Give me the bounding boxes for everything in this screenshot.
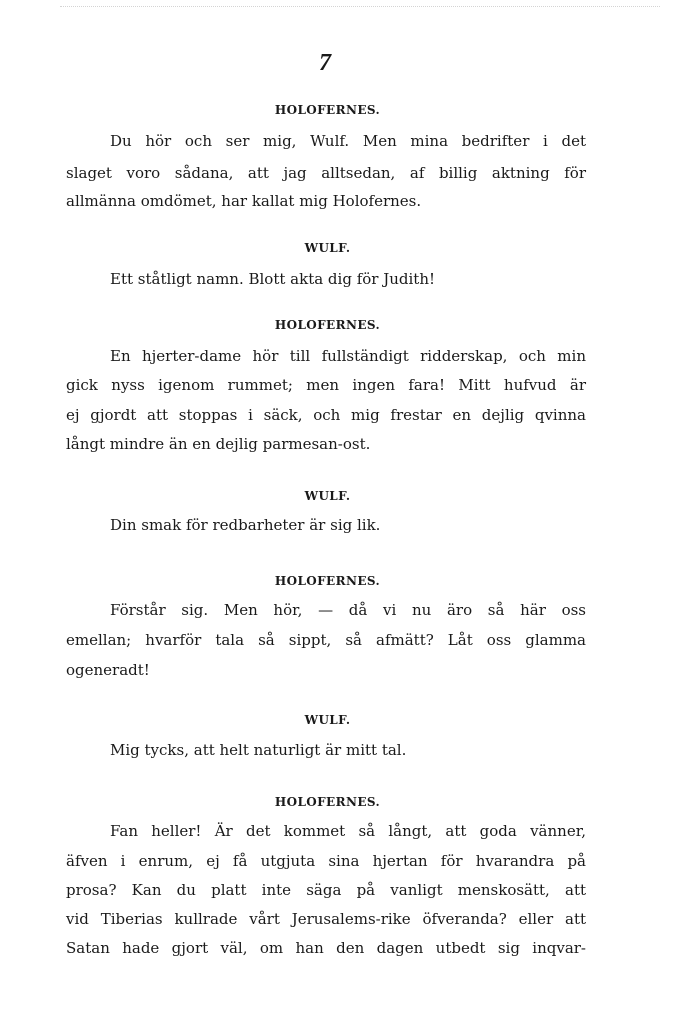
text-line: Du hör och ser mig, Wulf. Men mina bedrifter i det: [110, 132, 586, 150]
speaker-label: HOLOFERNES.: [274, 574, 381, 588]
scan-edge-rule: [60, 6, 660, 7]
text-line: långt mindre än en dejlig parmesan-ost.: [66, 435, 371, 453]
text-line: vid Tiberias kullrade vårt Jerusalems-rike öfveranda? eller att: [66, 910, 586, 928]
text-line: Fan heller! Är det kommet så långt, att goda vänner,: [110, 822, 586, 840]
text-line: Mig tycks, att helt naturligt är mitt tal.: [110, 741, 407, 759]
text-line: prosa? Kan du platt inte säga på vanligt menskosätt, att: [66, 881, 586, 899]
text-line: ej gjordt att stoppas i säck, och mig frestar en dejlig qvinna: [66, 406, 586, 424]
text-line: ogeneradt!: [66, 661, 150, 679]
speaker-label: WULF.: [304, 241, 351, 255]
text-line: En hjerter-dame hör till fullständigt ridderskap, och min: [110, 347, 586, 365]
text-line: allmänna omdömet, har kallat mig Holofernes.: [66, 192, 422, 210]
text-line: äfven i enrum, ej få utgjuta sina hjertan för hvarandra på: [66, 852, 586, 870]
text-line: Satan hade gjort väl, om han den dagen utbedt sig inqvar-: [66, 939, 586, 957]
text-line: emellan; hvarför tala så sippt, så afmätt? Låt oss glamma: [66, 631, 586, 649]
speaker-label: HOLOFERNES.: [274, 795, 381, 809]
text-line: Ett ståtligt namn. Blott akta dig för Judith!: [110, 270, 436, 288]
text-line: Din smak för redbarheter är sig lik.: [110, 516, 381, 534]
page-number: 7: [319, 50, 331, 76]
speaker-label: WULF.: [304, 713, 351, 727]
text-line: gick nyss igenom rummet; men ingen fara! Mitt hufvud är: [66, 376, 586, 394]
speaker-label: HOLOFERNES.: [274, 103, 381, 117]
text-line: slaget voro sådana, att jag alltsedan, af billig aktning för: [66, 164, 586, 182]
text-line: Förstår sig. Men hör, — då vi nu äro så här oss: [110, 601, 586, 619]
speaker-label: HOLOFERNES.: [274, 318, 381, 332]
speaker-label: WULF.: [304, 489, 351, 503]
